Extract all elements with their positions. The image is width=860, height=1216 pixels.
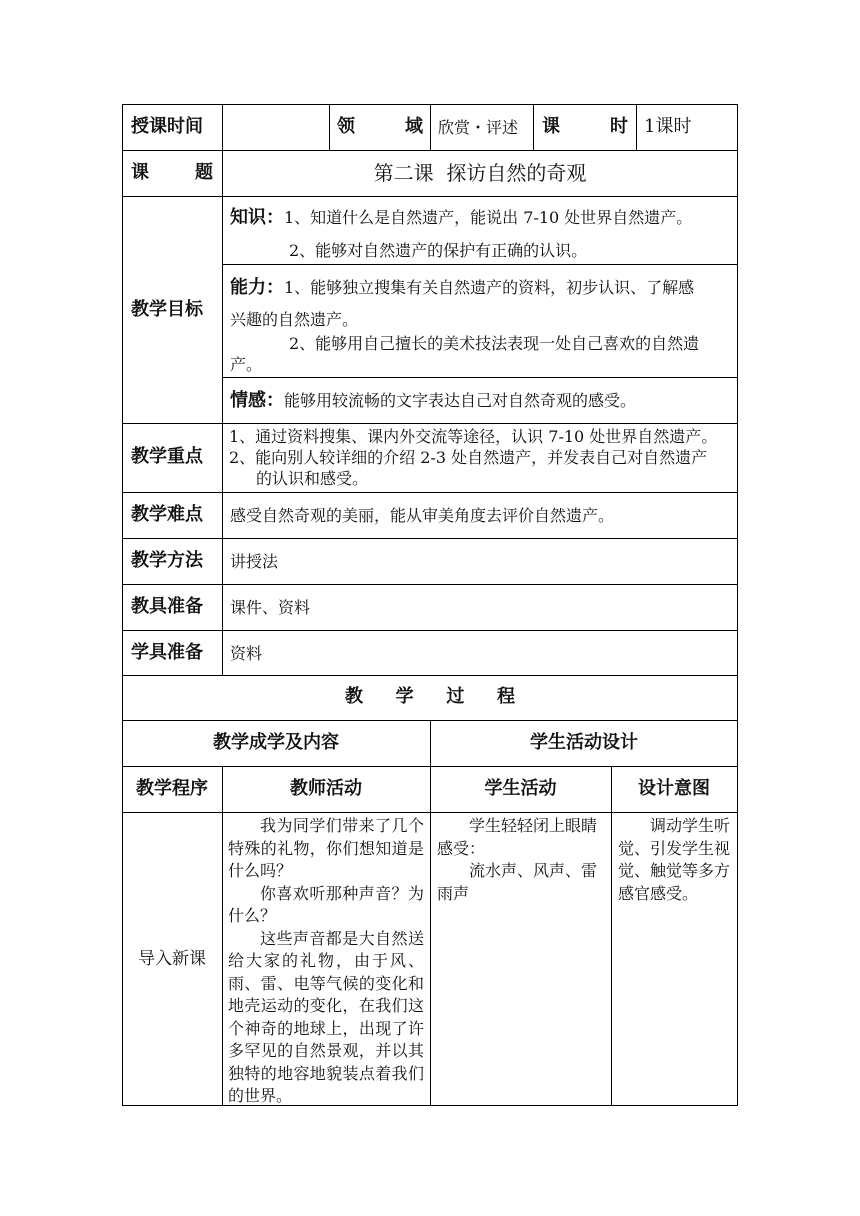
emotion-line: 情感：能够用较流畅的文字表达自己对自然奇观的感受。 [230,390,637,411]
domain-value: 欣赏・评述 [438,118,519,137]
col-teacher: 教师活动 [290,778,362,799]
emotion-label: 情感： [230,390,284,411]
key-point-2: 2、能向别人较详细的介绍 2-3 处自然遗产，并发表自己对自然遗产 [229,448,708,467]
intro-label: 导入新课 [138,949,206,969]
ability-line-2: 2、能够用自己擅长的美术技法表现一处自己喜欢的自然遗 [289,334,700,353]
student-tools-value: 资料 [230,644,263,663]
row-line [122,538,738,539]
paragraph: 你喜欢听那种声音？为什么？ [228,883,424,925]
key-point-2b: 的认识和感受。 [256,469,369,488]
col-line [533,104,534,150]
domain-label: 领 域 [337,116,423,137]
paragraph: 流水声、风声、雷雨声 [437,861,598,903]
col-line [222,104,223,675]
ability-line-1b: 兴趣的自然遗产。 [230,310,359,329]
topic-title: 第二课 探访自然的奇观 [373,161,587,185]
teacher-activity-text [228,815,424,1108]
key-point-1: 1、通过资料搜集、课内外交流等途径，认识 7-10 处世界自然遗产。 [229,427,718,446]
process-title: 教 学 过 程 [345,686,515,707]
col-line [329,104,330,150]
col-intent: 设计意图 [638,778,710,799]
row-line [122,196,738,197]
paragraph: 我为同学们带来了几个特殊的礼物，你们想知道是什么吗？ [228,816,424,880]
paragraph: 这些声音都是大自然送给大家的礼物，由于风、雨、雷、电等气候的变化和地壳运动的变化，在我们这个神奇的地球上，出现了许多罕见的自然景观，并以其独特的地容地貌装点着我们的世界。 [228,928,424,1105]
row-line [222,377,738,378]
row-line [122,675,738,676]
col-line [611,766,612,1106]
period-label: 课 时 [542,116,628,137]
method-label: 教学方法 [131,550,203,571]
design-intent-text [618,815,732,905]
content-header: 教学成学及内容 [213,732,339,753]
knowledge-line-1: 知识：1、知道什么是自然遗产，能说出 7-10 处世界自然遗产。 [230,207,693,228]
ability-label: 能力： [230,277,284,298]
student-design-header: 学生活动设计 [530,732,638,753]
paragraph: 学生轻轻闭上眼睛感受： [437,816,598,858]
topic-label: 课 题 [131,162,213,183]
row-line [122,630,738,631]
student-tools-label: 学具准备 [131,642,203,663]
ability-line-2b: 产。 [230,355,263,374]
teacher-tools-label: 教具准备 [131,596,203,617]
objectives-label: 教学目标 [131,299,203,320]
row-line [122,584,738,585]
row-line [122,423,738,424]
teacher-tools-value: 课件、资料 [230,598,311,617]
difficulties-value: 感受自然奇观的美丽，能从审美角度去评价自然遗产。 [230,506,615,525]
difficulties-label: 教学难点 [131,504,203,525]
key-points-label: 教学重点 [131,446,203,467]
period-value: 1课时 [644,116,692,137]
method-value: 讲授法 [230,552,279,571]
knowledge-label: 知识： [230,207,284,228]
row-line [222,264,738,265]
student-activity-text [437,815,605,905]
row-line [122,150,738,151]
knowledge-line-2: 2、能够对自然遗产的保护有正确的认识。 [289,241,588,260]
col-line [737,104,738,1106]
col-procedure: 教学程序 [136,778,208,799]
col-student: 学生活动 [484,778,557,799]
paragraph: 调动学生听觉、引发学生视觉、触觉等多方感官感受。 [618,816,731,903]
time-label: 授课时间 [131,116,203,137]
col-line [222,766,223,1106]
row-line [122,492,738,493]
ability-line-1: 能力：1、能够独立搜集有关自然遗产的资料，初步认识、了解感 [230,277,695,298]
col-line [430,104,431,150]
col-line [636,104,637,150]
